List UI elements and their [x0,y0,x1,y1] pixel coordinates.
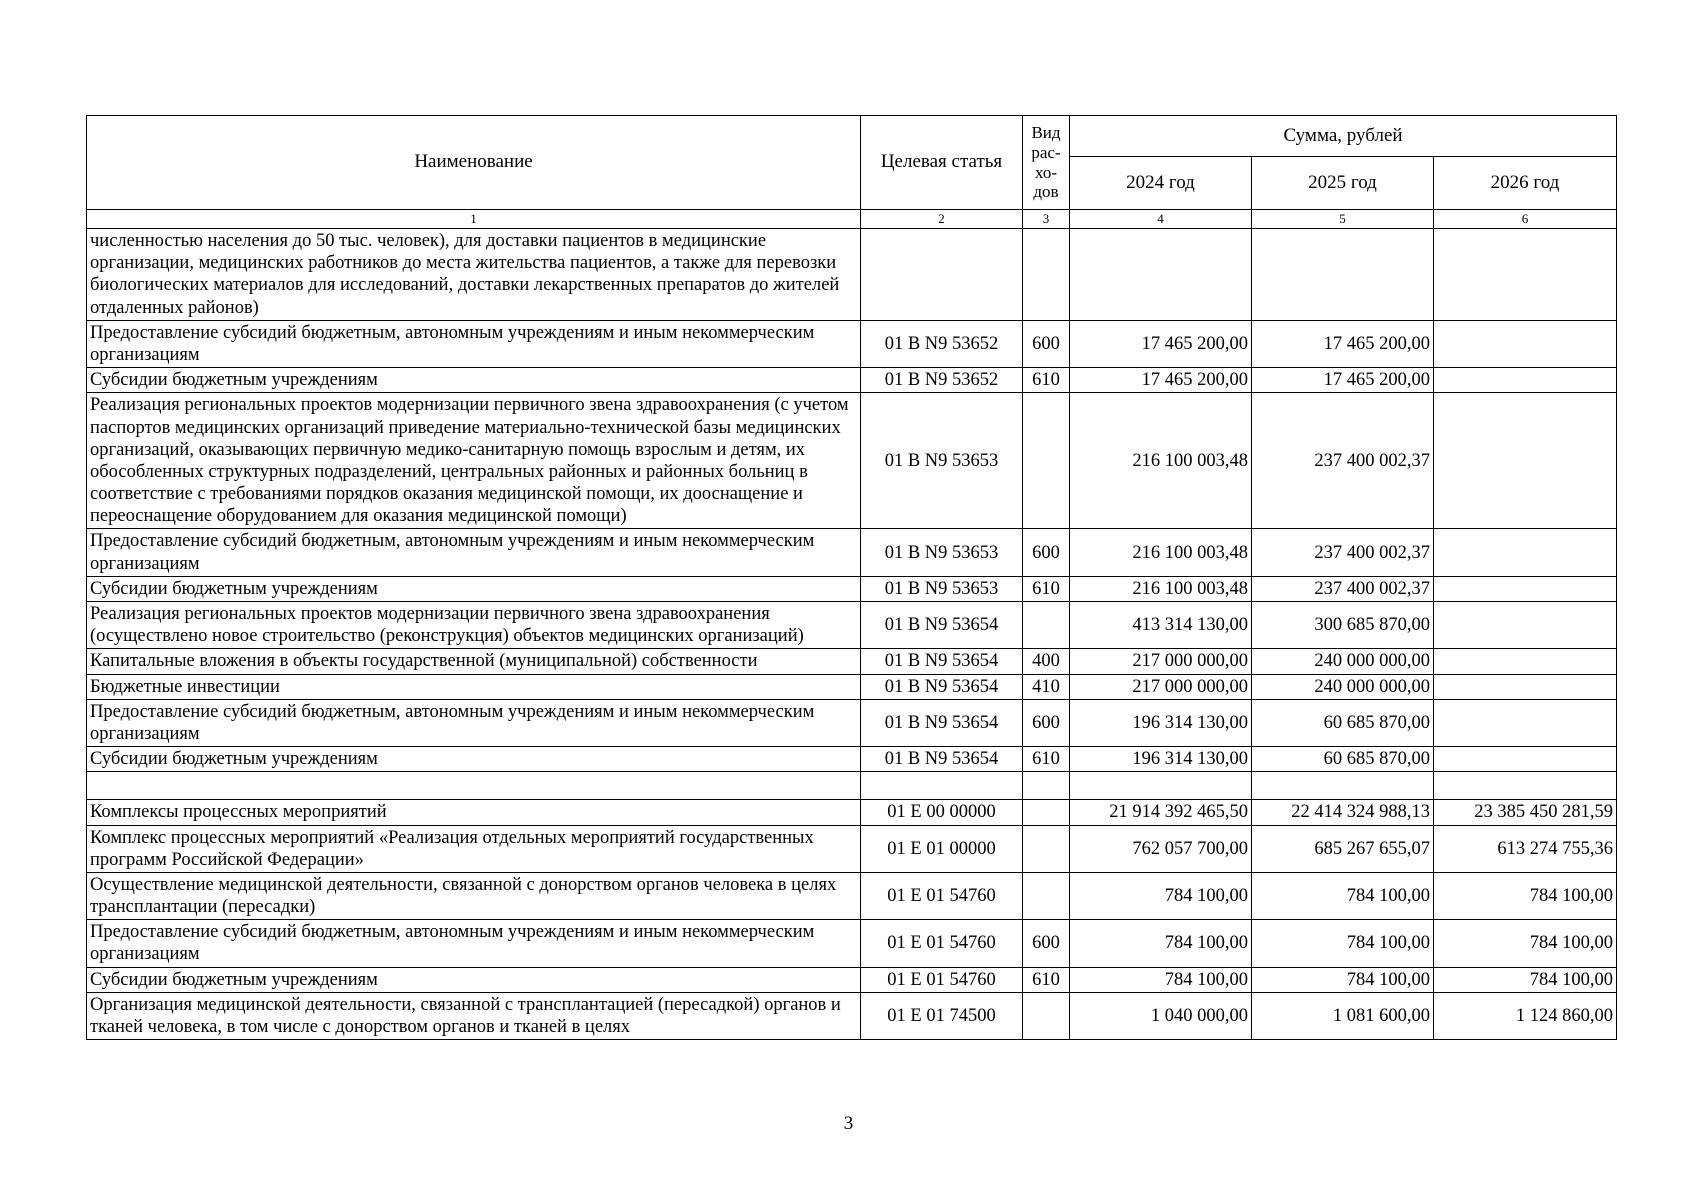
row-target-article: 01 Е 01 00000 [861,825,1023,872]
table-row [87,699,1617,746]
table-row [87,967,1617,992]
row-name: Субсидии бюджетным учреждениям [87,747,861,772]
row-expense-type: 600 [1023,920,1070,967]
row-target-article: 01 В N9 53653 [861,393,1023,529]
column-number: 4 [1070,210,1252,229]
row-amount-2025: 22 414 324 988,13 [1252,800,1434,825]
row-amount-2025: 237 400 002,37 [1252,576,1434,601]
row-name: численностью населения до 50 тыс. человек), для доставки пациентов в медицинские организации, медицинских работников до места жительства пациентов, а также для перевозки биологических материалов для исследований, доставки лекарственных препаратов до жителей отдаленных районов) [87,229,861,321]
column-number: 2 [861,210,1023,229]
header-year-2025: 2025 год [1252,157,1434,210]
row-expense-type: 610 [1023,967,1070,992]
row-amount-2024: 1 040 000,00 [1070,992,1252,1039]
row-name: Субсидии бюджетным учреждениям [87,368,861,393]
row-name: Субсидии бюджетным учреждениям [87,576,861,601]
row-name: Организация медицинской деятельности, связанной с трансплантацией (пересадкой) органов и тканей человека, в том числе с донорством органов и тканей в целях [87,992,861,1039]
row-amount-2025: 784 100,00 [1252,967,1434,992]
table-row [87,872,1617,919]
row-target-article: 01 Е 01 54760 [861,872,1023,919]
row-target-article [861,229,1023,321]
row-amount-2024: 784 100,00 [1070,967,1252,992]
row-name: Бюджетные инвестиции [87,674,861,699]
row-amount-2024: 17 465 200,00 [1070,368,1252,393]
table-row [87,800,1617,825]
row-expense-type [1023,800,1070,825]
row-target-article: 01 В N9 53652 [861,320,1023,367]
row-amount-2024: 216 100 003,48 [1070,393,1252,529]
row-amount-2024: 413 314 130,00 [1070,602,1252,649]
table-row [87,992,1617,1039]
column-number: 5 [1252,210,1434,229]
row-target-article: 01 Е 01 54760 [861,920,1023,967]
row-amount-2024 [1070,229,1252,321]
row-amount-2025: 1 081 600,00 [1252,992,1434,1039]
row-name: Комплексы процессных мероприятий [87,800,861,825]
row-amount-2026: 784 100,00 [1434,872,1617,919]
row-expense-type [1023,992,1070,1039]
row-amount-2026 [1434,229,1617,321]
table-row [87,368,1617,393]
table-row [87,576,1617,601]
row-name: Капитальные вложения в объекты государственной (муниципальной) собственности [87,649,861,674]
row-amount-2026 [1434,747,1617,772]
table-row [87,920,1617,967]
table-row [87,649,1617,674]
row-name [87,772,861,800]
row-expense-type [1023,393,1070,529]
row-amount-2025: 685 267 655,07 [1252,825,1434,872]
row-target-article [861,772,1023,800]
row-name: Предоставление субсидий бюджетным, автономным учреждениям и иным некоммерческим организациям [87,920,861,967]
row-amount-2025: 240 000 000,00 [1252,674,1434,699]
row-amount-2025: 60 685 870,00 [1252,747,1434,772]
row-name: Реализация региональных проектов модернизации первичного звена здравоохранения (с учетом паспортов медицинских организаций приведение материально-технической базы медицинских организаций, оказывающих первичную медико-санитарную помощь взрослым и детям, их обособленных структурных подразделений, центральных районных и районных больниц в соответствие с требованиями порядков оказания медицинской помощи, их дооснащение и переоснащение оборудованием для оказания медицинской помощи) [87,393,861,529]
row-expense-type [1023,229,1070,321]
budget-table [86,115,1617,1040]
row-amount-2025: 784 100,00 [1252,872,1434,919]
row-expense-type [1023,772,1070,800]
row-expense-type: 600 [1023,320,1070,367]
row-amount-2026: 784 100,00 [1434,920,1617,967]
row-name: Предоставление субсидий бюджетным, автономным учреждениям и иным некоммерческим организациям [87,320,861,367]
row-amount-2024: 217 000 000,00 [1070,649,1252,674]
row-target-article: 01 В N9 53654 [861,674,1023,699]
row-target-article: 01 В N9 53654 [861,649,1023,674]
row-amount-2026 [1434,576,1617,601]
row-amount-2026 [1434,699,1617,746]
row-expense-type: 610 [1023,368,1070,393]
row-amount-2025: 17 465 200,00 [1252,320,1434,367]
row-amount-2026 [1434,649,1617,674]
row-amount-2026 [1434,529,1617,576]
row-amount-2026 [1434,674,1617,699]
table-row [87,772,1617,800]
row-amount-2026 [1434,368,1617,393]
row-amount-2024: 21 914 392 465,50 [1070,800,1252,825]
row-amount-2024: 784 100,00 [1070,920,1252,967]
row-name: Реализация региональных проектов модернизации первичного звена здравоохранения (осуществлено новое строительство (реконструкция) объектов медицинских организаций) [87,602,861,649]
row-expense-type [1023,872,1070,919]
row-target-article: 01 Е 01 74500 [861,992,1023,1039]
row-expense-type: 600 [1023,529,1070,576]
table-row [87,747,1617,772]
row-amount-2024: 196 314 130,00 [1070,747,1252,772]
row-expense-type: 400 [1023,649,1070,674]
table-row [87,674,1617,699]
row-expense-type: 610 [1023,747,1070,772]
row-target-article: 01 В N9 53653 [861,529,1023,576]
row-expense-type: 410 [1023,674,1070,699]
row-amount-2025: 237 400 002,37 [1252,393,1434,529]
row-amount-2025: 17 465 200,00 [1252,368,1434,393]
header-sum: Сумма, рублей [1070,116,1617,157]
row-amount-2026 [1434,772,1617,800]
page-number: 3 [843,1113,854,1134]
row-name: Предоставление субсидий бюджетным, автономным учреждениям и иным некоммерческим организациям [87,529,861,576]
row-amount-2025: 237 400 002,37 [1252,529,1434,576]
row-name: Субсидии бюджетным учреждениям [87,967,861,992]
row-amount-2025 [1252,229,1434,321]
row-amount-2024: 217 000 000,00 [1070,674,1252,699]
row-expense-type: 610 [1023,576,1070,601]
header-expense-type: Вид рас-хо-дов [1023,116,1070,210]
row-amount-2025: 784 100,00 [1252,920,1434,967]
row-amount-2024: 762 057 700,00 [1070,825,1252,872]
row-amount-2024: 196 314 130,00 [1070,699,1252,746]
row-amount-2024: 17 465 200,00 [1070,320,1252,367]
row-target-article: 01 В N9 53654 [861,602,1023,649]
row-target-article: 01 В N9 53653 [861,576,1023,601]
table-row [87,602,1617,649]
row-amount-2024 [1070,772,1252,800]
row-amount-2024: 216 100 003,48 [1070,576,1252,601]
row-target-article: 01 Е 00 00000 [861,800,1023,825]
row-amount-2026: 1 124 860,00 [1434,992,1617,1039]
column-number: 3 [1023,210,1070,229]
row-name: Осуществление медицинской деятельности, связанной с донорством органов человека в целях трансплантации (пересадки) [87,872,861,919]
row-target-article: 01 В N9 53654 [861,747,1023,772]
column-number: 6 [1434,210,1617,229]
row-name: Комплекс процессных мероприятий «Реализация отдельных мероприятий государственных программ Российской Федерации» [87,825,861,872]
row-amount-2026 [1434,602,1617,649]
row-amount-2026: 784 100,00 [1434,967,1617,992]
row-amount-2026 [1434,393,1617,529]
row-amount-2025 [1252,772,1434,800]
row-target-article: 01 В N9 53654 [861,699,1023,746]
column-numbers-row [87,210,1617,229]
row-amount-2025: 60 685 870,00 [1252,699,1434,746]
row-expense-type: 600 [1023,699,1070,746]
row-amount-2026: 23 385 450 281,59 [1434,800,1617,825]
table-row [87,229,1617,321]
header-year-2026: 2026 год [1434,157,1617,210]
row-target-article: 01 В N9 53652 [861,368,1023,393]
table-row [87,393,1617,529]
row-amount-2024: 784 100,00 [1070,872,1252,919]
column-number: 1 [87,210,861,229]
table-row [87,529,1617,576]
row-expense-type [1023,602,1070,649]
row-target-article: 01 Е 01 54760 [861,967,1023,992]
row-expense-type [1023,825,1070,872]
row-amount-2026: 613 274 755,36 [1434,825,1617,872]
row-amount-2026 [1434,320,1617,367]
header-name: Наименование [87,116,861,210]
row-amount-2024: 216 100 003,48 [1070,529,1252,576]
table-row [87,825,1617,872]
header-target-article: Целевая статья [861,116,1023,210]
table-body [87,229,1617,1040]
row-name: Предоставление субсидий бюджетным, автономным учреждениям и иным некоммерческим организациям [87,699,861,746]
row-amount-2025: 240 000 000,00 [1252,649,1434,674]
row-amount-2025: 300 685 870,00 [1252,602,1434,649]
header-year-2024: 2024 год [1070,157,1252,210]
table-row [87,320,1617,367]
